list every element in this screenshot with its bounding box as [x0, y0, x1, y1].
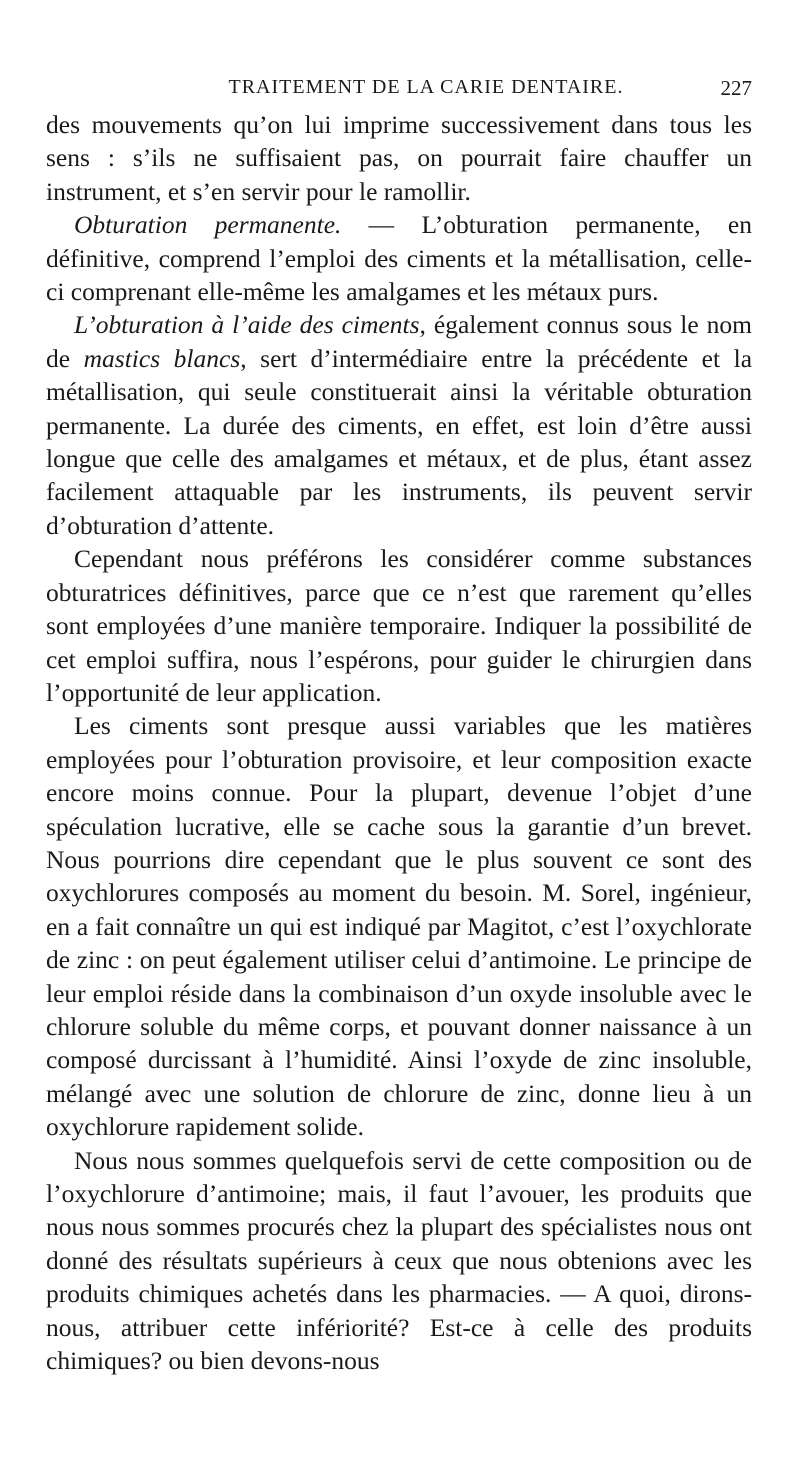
paragraph-continuation [46, 108, 752, 208]
paragraph-text: , sert d’intermédiaire entre la précédente et la métallisation, qui seule constituerait ainsi la véritable obturation permanente. La durée des ciments, en effet, est loin d’être aussi longue que celle des amalgames et métaux, et de plus, étant assez facilement attaquable par les instruments, ils peuvent servir d’obturation d’attente. [46, 343, 753, 540]
paragraph-obturation-permanente [46, 208, 752, 308]
running-header [46, 76, 752, 108]
section-heading-italic: L’obturation à l’aide des ciments [74, 310, 420, 340]
paragraph [46, 542, 752, 709]
paragraph-text: des mouvements qu’on lui imprime successivement dans tous les sens : s’ils ne suffisaient pas, on pourrait faire chauffer un instrument, et s’en servir pour le ramollir. [46, 110, 752, 206]
paragraph [46, 1144, 752, 1378]
paragraph-text: , également connus sous le nom de [46, 310, 752, 373]
body-text [46, 108, 752, 1377]
paragraph-text: Les ciments sont presque aussi variables que les matières employées pour l’obturation provisoire, et leur composition exacte encore moins connue. Pour la plupart, devenue l’objet d’une spéculation lucrative, elle se cache sous la garantie d’un brevet. Nous pourrions dire cependant que le plus souvent ce sont des oxychlorures composés au moment du besoin. M. Sorel, ingénieur, en a fait connaître un qui est indiqué par Magitot, c’est l’oxychlorate de zinc : on peut également utiliser celui d’antimoine. Le principe de leur emploi réside dans la combinaison d’un oxyde insoluble avec le chlorure soluble du même corps, et pouvant donner naissance à un composé durcissant à l’humidité. Ainsi l’oxyde de zinc insoluble, mélangé avec une solution de chlorure de zinc, donne lieu à un oxychlorure rapidement solide. [46, 711, 752, 1142]
paragraph-ciments [46, 308, 752, 542]
page-number: 227 [720, 76, 752, 100]
paragraph-text: Nous nous sommes quelquefois servi de cette composition ou de l’oxychlorure d’antimoine; mais, il faut l’avouer, les produits que nous nous sommes procurés chez la plupart des spécialistes nous ont donné des résultats supérieurs à ceux que nous obtenions avec les produits chimiques achetés dans les pharmacies. — A quoi, dirons-nous, attribuer cette infériorité? Est-ce à celle des produits chimiques? ou bien devons-nous [46, 1145, 752, 1376]
italic-term: mastics blancs [83, 343, 241, 373]
running-title: TRAITEMENT DE LA CARIE DENTAIRE. [228, 76, 624, 98]
paragraph-text: — L’obturation permanente, en définitive, comprend l’emploi des ciments et la métallisation, celle-ci comprenant elle-même les amalgames et les métaux purs. [46, 210, 752, 307]
paragraph-text: Cependant nous préférons les considérer comme substances obturatrices définitives, parce que ce n’est que rarement qu’elles sont employées d’une manière temporaire. Indiquer la possibilité de cet emploi suffira, nous l’espérons, pour guider le chirurgien dans l’opportunité de leur application. [46, 544, 752, 707]
section-heading-italic: Obturation permanente. [74, 210, 342, 240]
paragraph [46, 709, 752, 1143]
book-page [46, 76, 752, 1377]
